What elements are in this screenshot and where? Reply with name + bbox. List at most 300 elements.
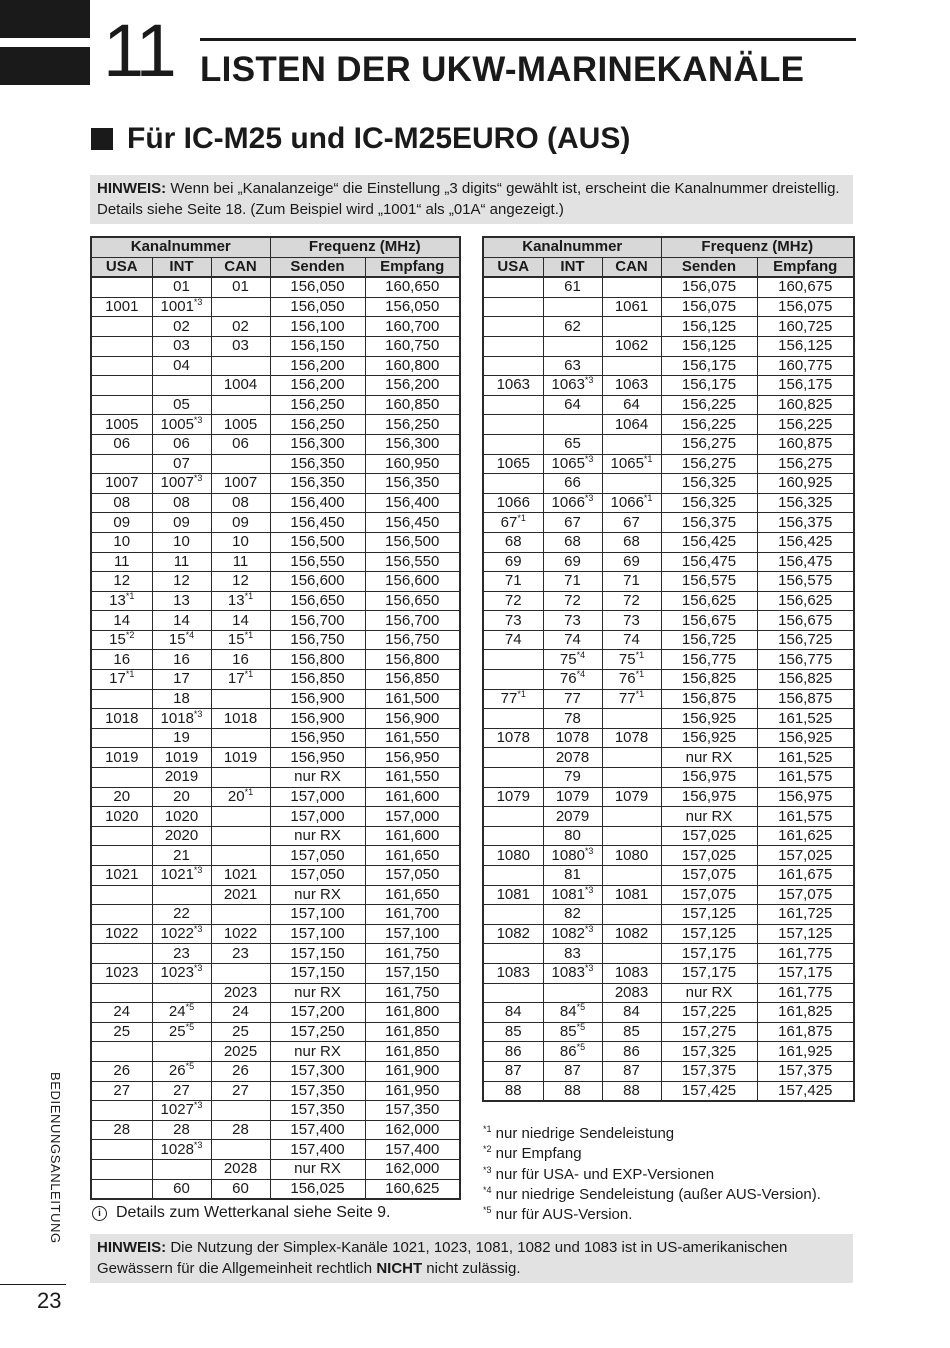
table-cell: [602, 826, 661, 846]
table-cell: 1020: [152, 807, 211, 827]
table-cell: 13: [152, 591, 211, 611]
cell-value: 15: [168, 631, 186, 649]
table-cell: [91, 630, 152, 650]
table-row: [91, 787, 460, 807]
table-cell: [602, 650, 661, 670]
table-row: [483, 474, 854, 494]
table-cell: 1083: [602, 963, 661, 983]
table-row: [483, 983, 854, 1003]
table-cell: 156,350: [270, 474, 365, 494]
table-cell: 156,625: [757, 591, 854, 611]
table-cell: nur RX: [270, 983, 365, 1003]
cell-value: 1022: [160, 925, 194, 943]
table-cell: [152, 1101, 211, 1121]
table-cell: 156,925: [661, 709, 757, 729]
table-cell: 157,325: [661, 1042, 757, 1062]
table-cell: [602, 356, 661, 376]
table-cell: nur RX: [661, 983, 757, 1003]
cell-footnote-mark: *3: [584, 963, 594, 974]
table-row: [483, 670, 854, 690]
table-cell: 71: [602, 572, 661, 592]
table-cell: [543, 983, 602, 1003]
table-cell: 156,700: [270, 611, 365, 631]
footnote-mark: *4: [483, 1184, 492, 1195]
table-cell: 03: [211, 336, 270, 356]
table-cell: 23: [152, 944, 211, 964]
table-cell: 156,975: [661, 768, 757, 788]
table-cell: 1021: [211, 866, 270, 886]
cell-value: 17: [227, 670, 245, 688]
table-cell: 161,800: [365, 1003, 460, 1023]
table-cell: [483, 983, 543, 1003]
channel-table-right-body: [483, 277, 854, 1101]
table-cell: 156,100: [270, 317, 365, 337]
table-cell: 25: [91, 1022, 152, 1042]
table-row: [91, 963, 460, 983]
cell-value: 13: [109, 591, 126, 609]
table-cell: 161,500: [365, 689, 460, 709]
cell-footnote-mark: *3: [584, 885, 594, 895]
table-cell: [483, 650, 543, 670]
table-cell: [91, 944, 152, 964]
cell-footnote-mark: *3: [193, 708, 203, 719]
table-row: [483, 866, 854, 886]
table-row: [91, 709, 460, 729]
table-cell: 156,875: [661, 689, 757, 709]
table-cell: [91, 728, 152, 748]
table-cell: [211, 963, 270, 983]
table-cell: 82: [543, 905, 602, 925]
channel-table-left-body: [91, 277, 460, 1199]
table-cell: [543, 963, 602, 983]
cell-value: 1027: [160, 1101, 194, 1119]
table-cell: 20: [152, 787, 211, 807]
table-cell: [543, 454, 602, 474]
table-cell: [602, 434, 661, 454]
table-cell: 157,000: [365, 807, 460, 827]
table-cell: 07: [152, 454, 211, 474]
table-cell: 06: [91, 434, 152, 454]
table-cell: [91, 1101, 152, 1121]
side-label: BEDIENUNGSANLEITUNG: [48, 1072, 63, 1244]
table-cell: [91, 905, 152, 925]
table-cell: 06: [152, 434, 211, 454]
table-cell: [152, 376, 211, 396]
table-cell: 1064: [602, 415, 661, 435]
table-cell: 74: [602, 630, 661, 650]
header-senden: Senden: [661, 257, 757, 277]
table-row: [483, 768, 854, 788]
table-cell: 2020: [152, 826, 211, 846]
table-cell: 161,600: [365, 787, 460, 807]
table-cell: [152, 866, 211, 886]
table-cell: [211, 689, 270, 709]
table-cell: 09: [152, 513, 211, 533]
table-cell: 1082: [483, 924, 543, 944]
table-cell: 2083: [602, 983, 661, 1003]
cell-value: 84: [559, 1003, 577, 1021]
cell-value: 1028: [160, 1140, 194, 1158]
table-cell: 156,950: [270, 748, 365, 768]
table-cell: [211, 768, 270, 788]
table-row: [483, 885, 854, 905]
table-cell: [602, 317, 661, 337]
table-cell: 157,425: [757, 1081, 854, 1101]
channel-table-right: [482, 236, 855, 1102]
table-cell: 157,075: [757, 885, 854, 905]
cell-footnote-mark: *3: [193, 473, 203, 484]
footnote: [483, 1144, 821, 1164]
table-cell: [543, 493, 602, 513]
table-cell: [211, 591, 270, 611]
table-row: [91, 1003, 460, 1023]
table-cell: 160,950: [365, 454, 460, 474]
table-cell: 161,525: [757, 709, 854, 729]
cell-footnote-mark: *3: [584, 454, 594, 464]
table-cell: 2078: [543, 748, 602, 768]
table-row: [483, 552, 854, 572]
table-cell: 11: [211, 552, 270, 572]
table-cell: 88: [483, 1081, 543, 1101]
table-cell: 160,750: [365, 336, 460, 356]
table-cell: 71: [483, 572, 543, 592]
table-cell: 157,175: [661, 944, 757, 964]
table-cell: 60: [211, 1179, 270, 1199]
table-cell: 156,550: [365, 552, 460, 572]
table-cell: 1078: [543, 728, 602, 748]
table-cell: 160,650: [365, 277, 460, 297]
table-cell: 60: [152, 1179, 211, 1199]
table-row: [483, 924, 854, 944]
table-row: [483, 846, 854, 866]
table-cell: 11: [91, 552, 152, 572]
table-cell: 156,550: [270, 552, 365, 572]
table-cell: [483, 297, 543, 317]
table-cell: 71: [543, 572, 602, 592]
table-row: [483, 454, 854, 474]
table-cell: 2028: [211, 1159, 270, 1179]
table-row: [483, 591, 854, 611]
table-cell: [602, 474, 661, 494]
table-cell: [91, 454, 152, 474]
table-cell: 86: [602, 1042, 661, 1062]
page-number: 23: [37, 1288, 62, 1313]
table-row: [91, 905, 460, 925]
table-cell: 156,500: [365, 532, 460, 552]
cell-footnote-mark: *5: [576, 1041, 586, 1052]
table-cell: 157,375: [757, 1061, 854, 1081]
table-cell: 156,025: [270, 1179, 365, 1199]
table-row: [483, 297, 854, 317]
table-cell: 1023: [91, 963, 152, 983]
footnote: [483, 1124, 821, 1144]
table-cell: 26: [91, 1061, 152, 1081]
table-cell: 01: [152, 277, 211, 297]
table-cell: 157,000: [270, 787, 365, 807]
table-cell: 157,050: [365, 866, 460, 886]
table-cell: 28: [152, 1120, 211, 1140]
table-cell: 12: [91, 572, 152, 592]
table-cell: 161,850: [365, 1022, 460, 1042]
table-row: [483, 944, 854, 964]
table-cell: [152, 474, 211, 494]
table-cell: [602, 748, 661, 768]
table-cell: 156,075: [661, 277, 757, 297]
cell-value: 17: [109, 670, 126, 688]
table-cell: 20: [91, 787, 152, 807]
table-row: [91, 415, 460, 435]
table-cell: 157,100: [270, 905, 365, 925]
table-cell: [602, 768, 661, 788]
table-cell: 156,050: [270, 277, 365, 297]
table-cell: 161,525: [757, 748, 854, 768]
table-cell: [483, 277, 543, 297]
table-cell: 156,450: [270, 513, 365, 533]
footnote-text: nur Empfang: [491, 1145, 582, 1163]
table-cell: 2025: [211, 1042, 270, 1062]
table-cell: [211, 297, 270, 317]
table-cell: 156,250: [270, 415, 365, 435]
table-cell: 156,350: [365, 474, 460, 494]
table-cell: [543, 846, 602, 866]
table-cell: 156,850: [270, 670, 365, 690]
table-cell: 73: [602, 611, 661, 631]
table-cell: 1079: [543, 787, 602, 807]
table-cell: 85: [483, 1022, 543, 1042]
table-cell: [483, 826, 543, 846]
table-cell: 85: [602, 1022, 661, 1042]
table-row: [91, 513, 460, 533]
table-cell: 27: [211, 1081, 270, 1101]
table-cell: 87: [483, 1061, 543, 1081]
table-cell: 2021: [211, 885, 270, 905]
table-cell: 156,150: [270, 336, 365, 356]
table-cell: 157,025: [757, 846, 854, 866]
cell-footnote-mark: *3: [193, 963, 203, 974]
table-cell: 156,900: [270, 709, 365, 729]
table-cell: [211, 356, 270, 376]
table-cell: 10: [152, 532, 211, 552]
table-cell: 156,775: [661, 650, 757, 670]
table-cell: [602, 709, 661, 729]
table-cell: 1019: [211, 748, 270, 768]
table-cell: [91, 768, 152, 788]
table-cell: 156,700: [365, 611, 460, 631]
cell-value: 24: [168, 1003, 186, 1021]
table-cell: 61: [543, 277, 602, 297]
table-cell: 1081: [602, 885, 661, 905]
table-cell: 06: [211, 434, 270, 454]
table-cell: 157,400: [365, 1140, 460, 1160]
table-cell: 12: [211, 572, 270, 592]
table-cell: 1079: [483, 787, 543, 807]
table-cell: 160,850: [365, 395, 460, 415]
table-cell: 10: [91, 532, 152, 552]
table-cell: 86: [483, 1042, 543, 1062]
table-row: [483, 1022, 854, 1042]
table-cell: 1063: [483, 376, 543, 396]
table-cell: 157,125: [661, 905, 757, 925]
table-cell: 156,350: [270, 454, 365, 474]
table-cell: 160,925: [757, 474, 854, 494]
table-row: [483, 513, 854, 533]
cell-footnote-mark: *3: [584, 493, 594, 504]
chapter-title: LISTEN DER UKW-MARINEKANÄLE: [200, 50, 805, 89]
table-cell: 161,775: [757, 944, 854, 964]
table-cell: 18: [152, 689, 211, 709]
table-row: [483, 611, 854, 631]
cell-footnote-mark: *3: [193, 865, 203, 876]
table-cell: 156,200: [270, 356, 365, 376]
cell-value: 1001: [160, 298, 194, 316]
chapter-tab-bottom: [0, 47, 90, 85]
table-row: [91, 944, 460, 964]
table-cell: [211, 826, 270, 846]
table-cell: 81: [543, 866, 602, 886]
table-cell: 161,650: [365, 885, 460, 905]
table-cell: [152, 709, 211, 729]
table-cell: [602, 277, 661, 297]
table-cell: 27: [152, 1081, 211, 1101]
table-cell: 2023: [211, 983, 270, 1003]
table-cell: 156,650: [365, 591, 460, 611]
table-cell: 1022: [91, 924, 152, 944]
table-cell: 1007: [91, 474, 152, 494]
table-cell: 157,175: [757, 963, 854, 983]
table-cell: 156,275: [661, 454, 757, 474]
table-row: [91, 572, 460, 592]
header-usa: USA: [483, 257, 543, 277]
header-channel-number: Kanalnummer: [91, 237, 270, 257]
table-cell: 161,825: [757, 1003, 854, 1023]
table-cell: [483, 415, 543, 435]
cell-footnote-mark: *3: [193, 1100, 203, 1111]
table-cell: 161,750: [365, 983, 460, 1003]
table-cell: 157,350: [270, 1081, 365, 1101]
table-cell: 08: [152, 493, 211, 513]
footnote-mark: *1: [483, 1124, 492, 1134]
table-cell: 1062: [602, 336, 661, 356]
cell-footnote-mark: *1: [517, 512, 526, 523]
table-row: [483, 1042, 854, 1062]
header-usa: USA: [91, 257, 152, 277]
table-cell: 156,125: [661, 317, 757, 337]
table-cell: 156,875: [757, 689, 854, 709]
cell-value: 25: [168, 1023, 186, 1041]
table-row: [91, 552, 460, 572]
table-cell: 156,425: [661, 532, 757, 552]
table-cell: 161,575: [757, 768, 854, 788]
table-cell: 157,150: [270, 944, 365, 964]
table-cell: 157,075: [661, 885, 757, 905]
table-row: [91, 297, 460, 317]
table-cell: 162,000: [365, 1120, 460, 1140]
cell-value: 1066: [551, 494, 585, 512]
table-cell: 1019: [152, 748, 211, 768]
table-cell: 24: [211, 1003, 270, 1023]
table-cell: 157,375: [661, 1061, 757, 1081]
table-cell: [91, 983, 152, 1003]
cell-value: 20: [227, 787, 245, 805]
table-cell: 156,250: [365, 415, 460, 435]
table-cell: 156,225: [661, 395, 757, 415]
table-cell: 160,875: [757, 434, 854, 454]
table-cell: 1005: [211, 415, 270, 435]
table-cell: 156,750: [365, 630, 460, 650]
table-cell: [483, 513, 543, 533]
table-cell: 156,850: [365, 670, 460, 690]
table-cell: 161,875: [757, 1022, 854, 1042]
table-cell: 68: [483, 532, 543, 552]
table-cell: 1079: [602, 787, 661, 807]
table-cell: 157,100: [365, 924, 460, 944]
table-cell: [483, 709, 543, 729]
table-cell: 156,750: [270, 630, 365, 650]
table-cell: [602, 454, 661, 474]
table-cell: 156,200: [365, 376, 460, 396]
cell-value: 76: [559, 670, 577, 688]
title-rule: [200, 38, 856, 41]
table-cell: 161,700: [365, 905, 460, 925]
table-row: [91, 356, 460, 376]
weather-channel-info: [92, 1204, 391, 1222]
table-cell: 157,350: [270, 1101, 365, 1121]
cell-footnote-mark: *3: [193, 924, 203, 935]
cell-value: 1063: [551, 376, 585, 394]
table-row: [91, 1140, 460, 1160]
table-cell: [152, 297, 211, 317]
header-senden: Senden: [270, 257, 365, 277]
table-cell: 156,925: [661, 728, 757, 748]
cell-value: 67: [500, 513, 518, 531]
table-cell: 80: [543, 826, 602, 846]
table-cell: 65: [543, 434, 602, 454]
table-cell: 05: [152, 395, 211, 415]
table-cell: 156,250: [270, 395, 365, 415]
table-cell: nur RX: [661, 807, 757, 827]
table-cell: 157,200: [270, 1003, 365, 1023]
cell-footnote-mark: *5: [185, 1022, 195, 1033]
cell-value: 77: [500, 689, 518, 707]
table-cell: 10: [211, 532, 270, 552]
table-cell: 25: [211, 1022, 270, 1042]
table-cell: [211, 905, 270, 925]
table-cell: 156,375: [661, 513, 757, 533]
table-cell: 66: [543, 474, 602, 494]
table-cell: 156,725: [661, 630, 757, 650]
cell-value: 86: [559, 1042, 577, 1060]
table-cell: 17: [152, 670, 211, 690]
table-cell: [152, 1061, 211, 1081]
table-row: [91, 317, 460, 337]
table-cell: 156,800: [365, 650, 460, 670]
table-cell: 1082: [602, 924, 661, 944]
cell-value: 15: [227, 631, 245, 649]
footnote-text: nur niedrige Sendeleistung (außer AUS-Version).: [491, 1185, 821, 1203]
table-row: [91, 336, 460, 356]
table-row: [91, 807, 460, 827]
table-row: [91, 493, 460, 513]
table-row: [91, 846, 460, 866]
table-row: [483, 807, 854, 827]
table-cell: 11: [152, 552, 211, 572]
table-cell: 67: [543, 513, 602, 533]
table-row: [91, 434, 460, 454]
table-cell: nur RX: [270, 1159, 365, 1179]
table-cell: 157,350: [365, 1101, 460, 1121]
table-row: [91, 1159, 460, 1179]
table-cell: 16: [211, 650, 270, 670]
